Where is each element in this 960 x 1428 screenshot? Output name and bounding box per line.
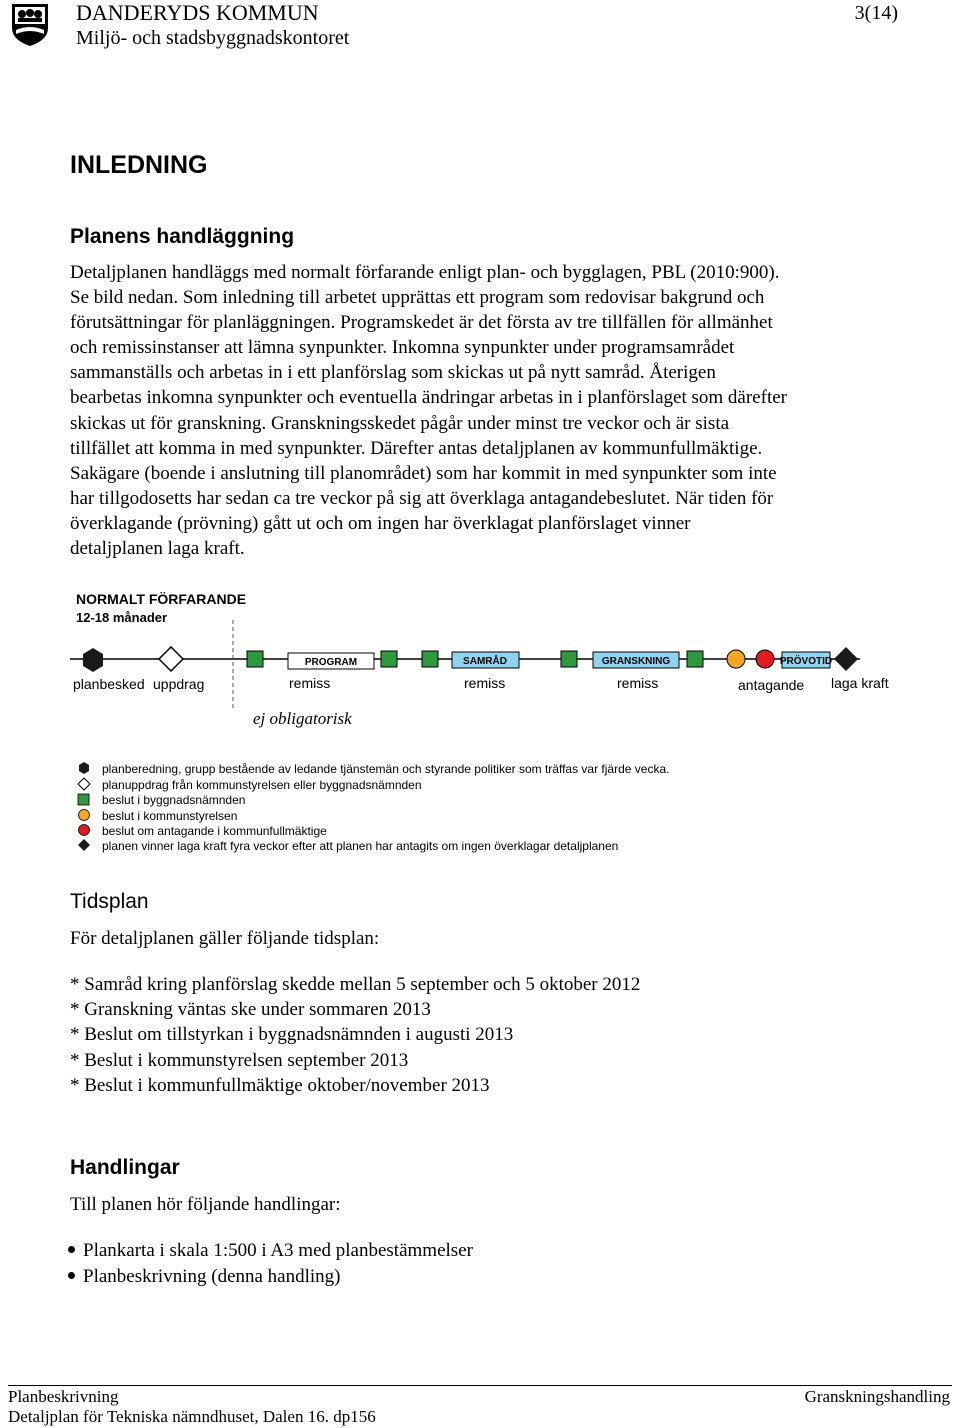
laga-kraft-marker [834,647,858,671]
intro-paragraph [70,260,930,561]
program-start-marker [247,651,263,667]
planbesked-label: planbesked [73,676,145,692]
list-item [68,1238,473,1264]
list-item-text: Planbeskrivning (denna handling) [83,1265,341,1287]
program-label: PROGRAM [304,657,358,668]
legend-planuppdrag: planuppdrag från kommunstyrelsen eller byggnadsnämnden [102,778,422,792]
legend-planberedning: planberedning, grupp bestående av ledande tjänstemän och styrande politiker som träffas var fjärde vecka. [102,762,670,776]
tidsplan-item: * Samråd kring planförslag skedde mellan 5 september och 5 oktober 2012 [70,974,641,995]
bullet-icon [68,1246,75,1253]
samrad-end-marker [561,651,577,667]
uppdrag-label: uppdrag [153,676,205,692]
legend-planuppdrag-icon [78,778,90,790]
handlingar-intro: Till planen hör följande handlingar: [70,1194,341,1215]
paragraph-line: detaljplanen laga kraft. [70,538,245,560]
process-diagram [60,582,910,872]
tidsplan-item: * Beslut om tillstyrkan i byggnadsnämnden i augusti 2013 [70,1024,514,1046]
heading-planens-handlaggning: Planens handläggning [70,225,295,248]
uppdrag-marker [159,647,183,671]
planbesked-marker [83,648,103,672]
granskning-label: GRANSKNING [601,656,671,667]
paragraph-line: och remissinstanser att lämna synpunkter. Inkomna synpunkter under programsamrådet [70,337,735,359]
legend-laga-kraft-icon [78,839,90,851]
diagram-duration: 12-18 månader [76,610,168,625]
paragraph-line: Se bild nedan. Som inledning till arbetet upprättas ett program som redovisar bakgrund och [70,287,765,309]
footer-plan-name: Detaljplan för Tekniska nämndhuset, Dalen 16. dp156 [8,1407,376,1426]
list-item-text: Plankarta i skala 1:500 i A3 med planbestämmelser [83,1240,473,1261]
footer-doc-type: Planbeskrivning [8,1387,119,1406]
footer-status: Granskningshandling [804,1387,950,1406]
footer-divider [8,1385,952,1386]
municipality-logo [10,2,50,48]
samrad-label: SAMRÅD [463,656,507,667]
granskning-end-marker [687,651,703,667]
paragraph-line: förutsättningar för planläggningen. Programskedet är det första av tre tillfällen för allmänhet [70,312,773,334]
granskning-remiss-label: remiss [617,675,659,691]
paragraph-line: har tillgodosetts har sedan ca tre veckor på sig att överklaga antagandebeslutet. När tiden för [70,487,774,509]
samrad-remiss-label: remiss [464,675,506,691]
paragraph-line: bearbetas inkomna synpunkter och eventuella ändringar arbetas in i planförslaget som därefter [70,387,787,409]
paragraph-line: Sakägare (boende i anslutning till planområdet) som har kommit in med synpunkter som inte [70,462,777,484]
legend-byggnadsnamnden: beslut i byggnadsnämnden [102,793,246,807]
legend-kf-icon [79,825,90,836]
antagande-ks-marker [727,650,745,668]
heading-handlingar: Handlingar [70,1156,180,1179]
tidsplan-item: * Beslut i kommunstyrelsen september 2013 [70,1049,409,1071]
program-remiss-label: remiss [289,675,331,691]
tidsplan-list [70,972,640,1098]
diagram-title: NORMALT FÖRFARANDE [76,591,247,607]
paragraph-line: Detaljplanen handläggs med normalt förfarande enligt plan- och bygglagen, PBL (2010:900). [70,262,780,283]
tidsplan-intro: För detaljplanen gäller följande tidsplan: [70,928,380,949]
samrad-start-marker [422,651,438,667]
section-title: INLEDNING [70,151,208,179]
bullet-icon [68,1272,75,1279]
program-end-marker [381,651,397,667]
legend-ks-icon [79,810,90,821]
laga-kraft-label: laga kraft [831,675,889,691]
tidsplan-item: * Granskning väntas ske under sommaren 2013 [70,999,431,1021]
legend-kommunfullmaktige: beslut om antagande i kommunfullmäktige [102,824,327,838]
header-department: Miljö- och stadsbyggnadskontoret [76,27,350,49]
paragraph-line: sammanställs och arbetas in i ett planförslag som skickas ut på nytt samråd. Återigen [70,362,716,384]
legend-planberedning-icon [79,762,89,774]
paragraph-line: skickas ut för granskning. Granskningsskedet pågår under minst tre veckor och är sista [70,412,730,434]
legend-bn-icon [78,794,89,805]
paragraph-line: överklagande (prövning) gått ut och om ingen har överklagat planförslaget vinner [70,512,691,534]
list-item [68,1264,473,1290]
antagande-label: antagande [738,677,805,693]
legend-kommunstyrelsen: beslut i kommunstyrelsen [102,809,238,823]
page-number: 3(14) [854,2,898,24]
paragraph-line: tillfället att komma in med synpunkter. Därefter antas detaljplanen av kommunfullmäktige. [70,437,763,459]
provotid-label: PRÖVOTID [779,656,833,667]
optional-note: ej obligatorisk [253,709,352,728]
header-organization: DANDERYDS KOMMUN [76,0,319,25]
heading-tidsplan: Tidsplan [70,890,149,913]
tidsplan-item: * Beslut i kommunfullmäktige oktober/november 2013 [70,1074,490,1096]
legend-laga-kraft: planen vinner laga kraft fyra veckor efter att planen har antagits om ingen överklagar detaljplanen [102,839,619,853]
handlingar-list [68,1238,473,1289]
antagande-kf-marker [756,650,774,668]
